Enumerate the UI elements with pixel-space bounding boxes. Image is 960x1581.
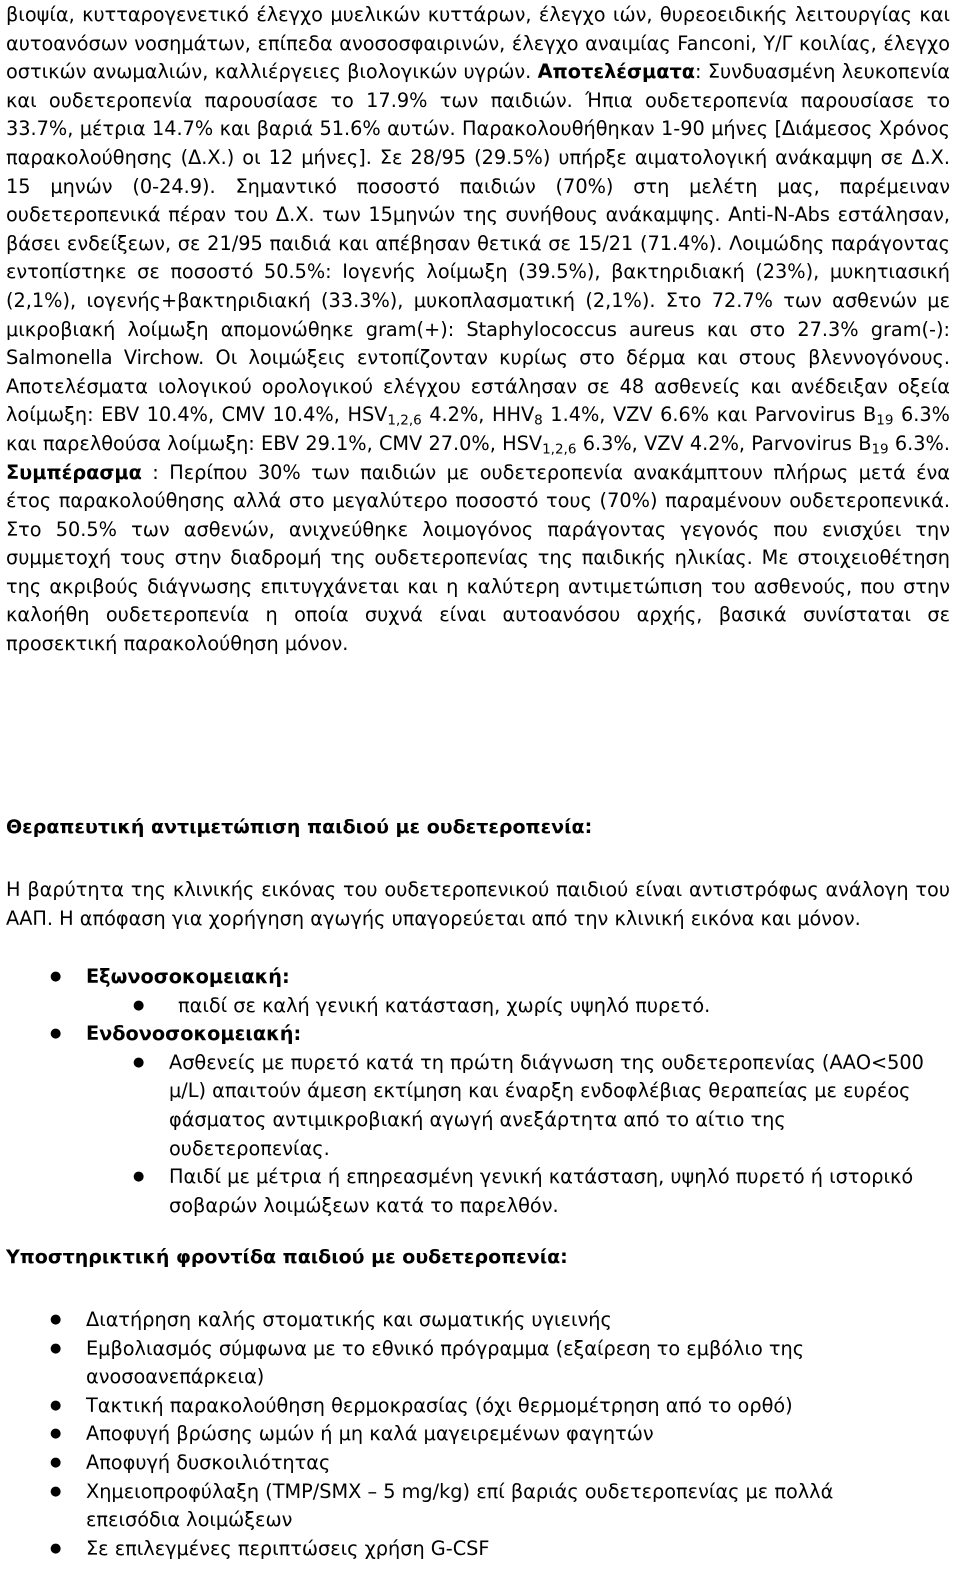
subscript: 19 <box>876 412 894 429</box>
therapy-heading: Θεραπευτική αντιμετώπιση παιδιού με ουδετεροπενία: <box>6 816 593 838</box>
list-item <box>6 963 950 1020</box>
support-list <box>6 1306 950 1563</box>
list-item: ● Αποφυγή δυσκοιλιότητας <box>6 1449 950 1478</box>
abstract-text: 6.3% και παρελθούσα λοίμωξη: EBV 29.1%, CMV 27.0%, HSV <box>6 403 950 455</box>
abstract-paragraph <box>6 1 950 659</box>
list-item: ● Τακτική παρακολούθηση θερμοκρασίας (όχι θερμομέτρηση από το ορθό) <box>6 1392 950 1421</box>
subscript: 19 <box>871 441 889 458</box>
therapy-list <box>6 963 950 1220</box>
abstract-text: βιοψία, κυτταρογενετικό έλεγχο μυελικών κυττάρων, έλεγχο ιών, θυρεοειδικής λειτουργίας και αυτοανόσων νοσημάτων, επίπεδα ανοσοσφαιρινών, έλεγχο αναιμίας Fanconi, Υ/Γ κοιλίας, έλεγχο οστικών ανωμαλιών, καλλιέργειες βιολογικών υγρών. <box>6 3 950 84</box>
inpatient-sublist <box>86 1049 950 1221</box>
inpatient-label: Ενδονοσοκομειακή: <box>86 1022 302 1046</box>
list-item: ● Σε επιλεγμένες περιπτώσεις χρήση G-CSF <box>6 1535 950 1564</box>
subscript: 1,2,6 <box>387 412 422 429</box>
subscript: 8 <box>534 412 543 429</box>
abstract-text: 4.2%, HHV <box>421 403 535 427</box>
subscript: 1,2,6 <box>542 441 577 458</box>
list-item: ● Εμβολιασμός σύμφωνα με το εθνικό πρόγραμμα (εξαίρεση το εμβόλιο της ανοσοανεπάρκεια) <box>6 1335 950 1392</box>
list-item: ● Ασθενείς με πυρετό κατά τη πρώτη διάγνωση της ουδετεροπενίας (ΑΑΟ<500 μ/L) απαιτούν άμεση εκτίμηση και έναρξη ενδοφλέβιας θεραπείας με ευρέος φάσματος αντιμικροβιακή αγωγή ανεξάρτητα από το αίτιο της ουδετεροπενίας. <box>86 1049 950 1163</box>
list-item: ● Αποφυγή βρώσης ωμών ή μη καλά μαγειρεμένων φαγητών <box>6 1420 950 1449</box>
support-heading: Υποστηρικτική φροντίδα παιδιού με ουδετεροπενία: <box>6 1246 568 1268</box>
outpatient-sublist <box>86 992 950 1021</box>
abstract-text: 6.3%. <box>888 431 951 455</box>
list-item: ● Παιδί με μέτρια ή επηρεασμένη γενική κατάσταση, υψηλό πυρετό ή ιστορικό σοβαρών λοιμώξεων κατά το παρελθόν. <box>86 1163 950 1220</box>
therapy-intro: Η βαρύτητα της κλινικής εικόνας του ουδετεροπενικού παιδιού είναι αντιστρόφως ανάλογη του ΑΑΠ. Η απόφαση για χορήγηση αγωγής υπαγορεύεται από την κλινική εικόνα και μόνον. <box>6 878 950 930</box>
list-item: ● Χημειοπροφύλαξη (TMP/SMX – 5 mg/kg) επί βαριάς ουδετεροπενίας με πολλά επεισόδια λοιμώξεων <box>6 1478 950 1535</box>
abstract-text: 6.3%, VZV 4.2%, Parvovirus B <box>576 431 872 455</box>
results-label: Αποτελέσματα <box>537 60 696 84</box>
list-item: ● παιδί σε καλή γενική κατάσταση, χωρίς υψηλό πυρετό. <box>86 992 950 1021</box>
abstract-text: : Συνδυασμένη λευκοπενία και ουδετεροπενία παρουσίασε το 17.9% των παιδιών. Ήπια ουδετεροπενία παρουσίασε το 33.7%, μέτρια 14.7% και βαριά 51.6% αυτών. Παρακολουθήθηκαν 1-90 μήνες [Διάμεσος Χρόνος παρακολούθησης (Δ.Χ.) οι 12 μήνες]. Σε 28/95 (29.5%) υπήρξε αιματολογική ανάκαμψη σε Δ.Χ. 15 μηνών (0-24.9). Σημαντικό ποσοστό παιδιών (70%) στη μελέτη μας, παρέμειναν ουδετεροπενικά πέραν του Δ.Χ. των 15μηνών της συνήθους ανάκαμψης. Anti-N-Abs εστάλησαν, βάσει ενδείξεων, σε 21/95 παιδιά και απέβησαν θετικά σε 15/21 (71.4%). Λοιμώδης παράγοντας εντοπίστηκε σε ποσοστό 50.5%: Ιογενής λοίμωξη (39.5%), βακτηριδιακή (23%), μυκητιασική (2,1%), ιογενής+βακτηριδιακή (33.3%), μυκοπλασματική (2,1%). Στο 72.7% των ασθενών με μικροβιακή λοίμωξη απομονώθηκε gram(+): Staphylococcus aureus και στο 27.3% gram(-): Salmonella Virchow. Οι λοιμώξεις εντοπίζονταν κυρίως στο δέρμα και στους βλεννογόνους. Αποτελέσματα ιολογικού ορολογικού ελέγχου εστάλησαν σε 48 ασθενείς και ανέδειξαν οξεία λοίμωξη: EBV 10.4%, CMV 10.4%, HSV <box>6 60 950 427</box>
abstract-text: : Περίπου 30% των παιδιών με ουδετεροπενία ανακάμπτουν πλήρως μετά ένα έτος παρακολούθησης αλλά στο μεγαλύτερο ποσοστό τους (70%) παραμένουν ουδετεροπενικά. Στο 50.5% των ασθενών, ανιχνεύθηκε λοιμογόνος παράγοντας γεγονός που ενισχύει την συμμετοχή τους στην διαδρομή της ουδετεροπενίας της παιδικής ηλικίας. Με στοιχειοθέτηση της ακριβούς διάγνωσης επιτυγχάνεται και η καλύτερη αντιμετώπιση του ασθενούς, που στην καλοήθη ουδετεροπενία η οποία συχνά είναι αυτοανόσου αρχής, βασικά συνίσταται σε προσεκτική παρακολούθηση μόνον. <box>6 460 950 656</box>
list-item: ● Διατήρηση καλής στοματικής και σωματικής υγιεινής <box>6 1306 950 1335</box>
outpatient-label: Εξωνοσοκομειακή: <box>86 965 290 988</box>
abstract-text: 1.4%, VZV 6.6% και Parvovirus B <box>542 403 877 427</box>
list-item <box>6 1020 950 1220</box>
conclusion-label: Συμπέρασμα <box>6 460 142 484</box>
